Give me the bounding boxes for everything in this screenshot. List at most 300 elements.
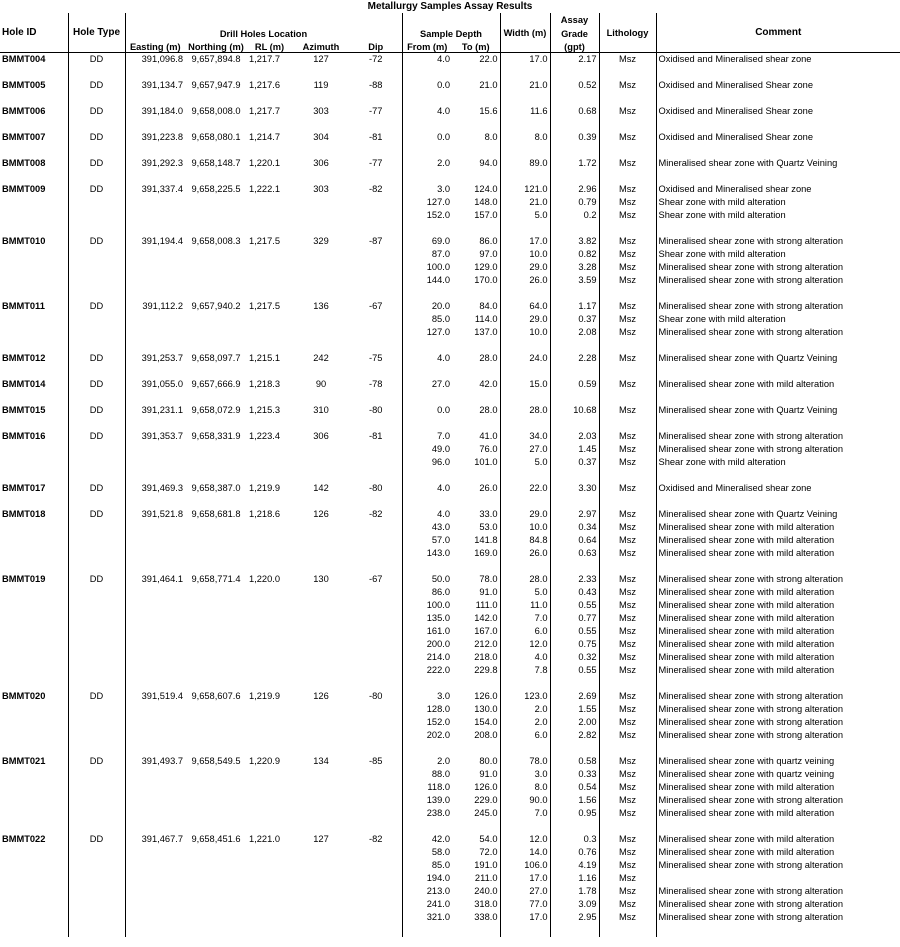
table-row — [0, 274, 900, 287]
width-cell: 123.0 — [500, 690, 550, 703]
row-spacer — [0, 820, 900, 833]
rl-cell — [247, 872, 292, 885]
to-cell: 318.0 — [474, 899, 498, 909]
hole-type-cell — [68, 456, 125, 469]
header-azimuth: Azimuth — [292, 41, 350, 53]
comment-cell: Mineralised shear zone with strong alteration — [656, 716, 900, 729]
lithology-cell: Msz — [599, 404, 656, 417]
easting-cell: 391,469.3 — [125, 482, 185, 495]
to-cell: 142.0 — [474, 613, 498, 623]
header-dip: Dip — [350, 41, 402, 53]
hole-type-cell: DD — [68, 573, 125, 586]
easting-cell: 391,493.7 — [125, 755, 185, 768]
easting-cell: 391,096.8 — [125, 53, 185, 67]
hole-type-cell — [68, 846, 125, 859]
from-cell: 4.0 — [402, 105, 452, 118]
grade-cell: 0.68 — [550, 105, 599, 118]
grade-cell: 1.17 — [550, 300, 599, 313]
hole-id-cell — [0, 196, 68, 209]
lithology-cell: Msz — [599, 157, 656, 170]
table-row — [0, 898, 900, 911]
header-assay-line1: Assay — [550, 13, 599, 27]
from-cell: 3.0 — [402, 690, 452, 703]
grade-cell: 0.55 — [550, 664, 599, 677]
width-cell: 2.0 — [500, 716, 550, 729]
comment-cell: Mineralised shear zone with strong alteration — [656, 443, 900, 456]
dip-cell: -77 — [369, 106, 383, 116]
width-cell: 84.8 — [500, 534, 550, 547]
dip-cell — [350, 326, 402, 339]
grade-cell: 0.37 — [550, 313, 599, 326]
comment-cell: Mineralised shear zone with strong alteration — [656, 794, 900, 807]
table-row — [0, 313, 900, 326]
row-spacer — [0, 495, 900, 508]
to-cell: 15.6 — [479, 106, 498, 116]
azimuth-cell — [292, 885, 350, 898]
dip-cell: -67 — [369, 574, 383, 584]
hole-id-cell: BMMT015 — [2, 405, 46, 415]
azimuth-cell: 130 — [313, 574, 329, 584]
to-cell: 154.0 — [474, 717, 498, 727]
table-row — [0, 638, 900, 651]
grade-cell: 2.33 — [550, 573, 599, 586]
northing-cell — [185, 443, 247, 456]
northing-cell — [185, 456, 247, 469]
lithology-cell: Msz — [599, 703, 656, 716]
header-assay-line3: (gpt) — [550, 41, 599, 53]
comment-cell: Mineralised shear zone with strong alteration — [656, 573, 900, 586]
comment-cell: Mineralised shear zone with strong alteration — [656, 235, 900, 248]
width-cell: 10.0 — [500, 326, 550, 339]
to-cell: 218.0 — [474, 652, 498, 662]
width-cell: 28.0 — [500, 404, 550, 417]
hole-type-cell — [68, 274, 125, 287]
azimuth-cell: 119 — [313, 80, 329, 90]
comment-cell: Shear zone with mild alteration — [656, 209, 900, 222]
hole-type-cell: DD — [68, 755, 125, 768]
dip-cell: -82 — [369, 834, 383, 844]
to-cell: 245.0 — [474, 808, 498, 818]
lithology-cell: Msz — [599, 599, 656, 612]
to-cell: 33.0 — [479, 509, 498, 519]
table-row — [0, 248, 900, 261]
lithology-cell: Msz — [599, 794, 656, 807]
row-spacer — [0, 66, 900, 79]
northing-cell: 9,658,451.6 — [191, 834, 241, 844]
hole-type-cell — [68, 794, 125, 807]
grade-cell: 2.95 — [550, 911, 599, 924]
easting-cell — [125, 326, 185, 339]
to-cell: 211.0 — [474, 873, 498, 883]
easting-cell — [125, 274, 185, 287]
hole-id-cell — [0, 729, 68, 742]
northing-cell: 9,658,008.0 — [191, 106, 241, 116]
easting-cell — [125, 664, 185, 677]
to-cell: 170.0 — [474, 275, 498, 285]
hole-type-cell — [68, 586, 125, 599]
from-cell: 214.0 — [402, 651, 452, 664]
width-cell: 12.0 — [500, 638, 550, 651]
dip-cell: -85 — [369, 756, 383, 766]
comment-cell: Mineralised shear zone with strong alteration — [656, 911, 900, 924]
northing-cell — [185, 846, 247, 859]
azimuth-cell — [292, 248, 350, 261]
width-cell: 8.0 — [500, 131, 550, 144]
grade-cell: 0.43 — [550, 586, 599, 599]
hole-id-cell: BMMT014 — [2, 379, 46, 389]
northing-cell: 9,658,549.5 — [191, 756, 241, 766]
comment-cell: Mineralised shear zone with Quartz Veining — [656, 508, 900, 521]
table-row — [0, 690, 900, 703]
to-cell: 84.0 — [479, 301, 498, 311]
width-cell: 28.0 — [500, 573, 550, 586]
to-cell: 101.0 — [474, 457, 498, 467]
hole-type-cell — [68, 651, 125, 664]
table-row — [0, 53, 900, 67]
easting-cell — [125, 716, 185, 729]
lithology-cell: Msz — [599, 872, 656, 885]
grade-cell: 0.2 — [550, 209, 599, 222]
azimuth-cell — [292, 586, 350, 599]
northing-cell — [185, 599, 247, 612]
header-lithology: Lithology — [599, 13, 656, 53]
rl-cell — [247, 612, 292, 625]
page-title: Metallurgy Samples Assay Results — [367, 1, 533, 12]
northing-cell: 9,658,681.8 — [191, 509, 241, 519]
lithology-cell: Msz — [599, 781, 656, 794]
lithology-cell: Msz — [599, 807, 656, 820]
northing-cell — [185, 807, 247, 820]
rl-cell: 1,219.9 — [249, 691, 281, 701]
azimuth-cell — [292, 898, 350, 911]
easting-cell — [125, 547, 185, 560]
to-cell: 130.0 — [474, 704, 498, 714]
azimuth-cell — [292, 326, 350, 339]
hole-type-cell — [68, 248, 125, 261]
easting-cell — [125, 794, 185, 807]
dip-cell: -72 — [369, 54, 383, 64]
hole-type-cell: DD — [68, 482, 125, 495]
hole-type-cell — [68, 547, 125, 560]
comment-cell: Oxidised and Mineralised shear zone — [656, 183, 900, 196]
northing-cell — [185, 898, 247, 911]
dip-cell — [350, 846, 402, 859]
width-cell: 29.0 — [500, 313, 550, 326]
width-cell: 27.0 — [500, 443, 550, 456]
width-cell: 4.0 — [500, 651, 550, 664]
northing-cell — [185, 248, 247, 261]
easting-cell: 391,467.7 — [125, 833, 185, 846]
width-cell: 7.0 — [500, 612, 550, 625]
hole-id-cell — [0, 443, 68, 456]
easting-cell: 391,464.1 — [125, 573, 185, 586]
width-cell: 2.0 — [500, 703, 550, 716]
lithology-cell: Msz — [599, 378, 656, 391]
azimuth-cell — [292, 703, 350, 716]
table-row — [0, 183, 900, 196]
northing-cell — [185, 703, 247, 716]
comment-cell: Oxidised and Mineralised Shear zone — [656, 105, 900, 118]
comment-cell: Mineralised shear zone with strong alteration — [656, 885, 900, 898]
dip-cell — [350, 443, 402, 456]
dip-cell: -81 — [369, 132, 383, 142]
hole-id-cell: BMMT020 — [2, 691, 46, 701]
hole-id-cell — [0, 768, 68, 781]
width-cell: 5.0 — [500, 586, 550, 599]
hole-id-cell — [0, 911, 68, 924]
hole-type-cell — [68, 599, 125, 612]
grade-cell: 1.72 — [550, 157, 599, 170]
comment-cell: Mineralised shear zone with strong alteration — [656, 898, 900, 911]
comment-cell: Mineralised shear zone with strong alteration — [656, 703, 900, 716]
hole-type-cell — [68, 534, 125, 547]
to-cell: 53.0 — [479, 522, 498, 532]
row-spacer — [0, 144, 900, 157]
from-cell: 2.0 — [402, 157, 452, 170]
table-row — [0, 781, 900, 794]
hole-id-cell — [0, 794, 68, 807]
northing-cell: 9,658,771.4 — [191, 574, 241, 584]
to-cell: 86.0 — [479, 236, 498, 246]
table-row — [0, 430, 900, 443]
table-row — [0, 716, 900, 729]
lithology-cell: Msz — [599, 235, 656, 248]
table-row — [0, 846, 900, 859]
hole-id-cell: BMMT008 — [2, 158, 46, 168]
grade-cell: 0.58 — [550, 755, 599, 768]
easting-cell — [125, 651, 185, 664]
from-cell: 238.0 — [402, 807, 452, 820]
lithology-cell: Msz — [599, 898, 656, 911]
to-cell: 212.0 — [474, 639, 498, 649]
rl-cell: 1,220.0 — [249, 574, 281, 584]
northing-cell: 9,658,607.6 — [191, 691, 241, 701]
table-row — [0, 404, 900, 417]
table-row — [0, 885, 900, 898]
rl-cell: 1,223.4 — [249, 431, 281, 441]
northing-cell: 9,657,947.9 — [191, 80, 241, 90]
row-spacer — [0, 365, 900, 378]
hole-id-cell: BMMT019 — [2, 574, 46, 584]
hole-type-cell — [68, 521, 125, 534]
dip-cell — [350, 625, 402, 638]
azimuth-cell: 134 — [313, 756, 329, 766]
dip-cell — [350, 872, 402, 885]
hole-id-cell — [0, 872, 68, 885]
lithology-cell: Msz — [599, 248, 656, 261]
to-cell: 72.0 — [479, 847, 498, 857]
easting-cell: 391,184.0 — [125, 105, 185, 118]
azimuth-cell — [292, 274, 350, 287]
hole-type-cell — [68, 885, 125, 898]
northing-cell — [185, 326, 247, 339]
hole-type-cell: DD — [68, 352, 125, 365]
azimuth-cell: 90 — [315, 379, 327, 389]
width-cell: 6.0 — [500, 625, 550, 638]
rl-cell — [247, 326, 292, 339]
hole-type-cell — [68, 209, 125, 222]
grade-cell: 0.34 — [550, 521, 599, 534]
header-sample-depth: Sample Depth — [402, 27, 500, 41]
dip-cell — [350, 716, 402, 729]
grade-cell: 2.08 — [550, 326, 599, 339]
grade-cell: 3.59 — [550, 274, 599, 287]
easting-cell: 391,223.8 — [125, 131, 185, 144]
table-row — [0, 859, 900, 872]
easting-cell: 391,337.4 — [125, 183, 185, 196]
easting-cell: 391,292.3 — [125, 157, 185, 170]
dip-cell: -75 — [369, 353, 383, 363]
hole-type-cell — [68, 768, 125, 781]
width-cell: 90.0 — [500, 794, 550, 807]
hole-id-cell: BMMT009 — [2, 184, 46, 194]
hole-type-cell — [68, 781, 125, 794]
hole-type-cell — [68, 664, 125, 677]
grade-cell: 0.59 — [550, 378, 599, 391]
hole-id-cell: BMMT007 — [2, 132, 46, 142]
northing-cell: 9,657,666.9 — [191, 379, 241, 389]
comment-cell: Mineralised shear zone with strong alteration — [656, 729, 900, 742]
northing-cell — [185, 261, 247, 274]
lithology-cell: Msz — [599, 833, 656, 846]
grade-cell: 0.75 — [550, 638, 599, 651]
azimuth-cell — [292, 859, 350, 872]
to-cell: 157.0 — [474, 210, 498, 220]
assay-results-table — [0, 13, 900, 937]
northing-cell: 9,658,097.7 — [191, 353, 241, 363]
azimuth-cell — [292, 456, 350, 469]
table-row — [0, 209, 900, 222]
hole-id-cell — [0, 846, 68, 859]
comment-cell: Mineralised shear zone with Quartz Veining — [656, 157, 900, 170]
from-cell: 128.0 — [402, 703, 452, 716]
easting-cell — [125, 248, 185, 261]
rl-cell — [247, 625, 292, 638]
rl-cell — [247, 248, 292, 261]
table-row — [0, 456, 900, 469]
rl-cell — [247, 729, 292, 742]
row-spacer — [0, 92, 900, 105]
rl-cell — [247, 196, 292, 209]
easting-cell — [125, 885, 185, 898]
to-cell: 191.0 — [474, 860, 498, 870]
easting-cell — [125, 872, 185, 885]
rl-cell — [247, 313, 292, 326]
dip-cell — [350, 261, 402, 274]
northing-cell — [185, 638, 247, 651]
comment-cell: Mineralised shear zone with mild alteration — [656, 781, 900, 794]
dip-cell — [350, 729, 402, 742]
width-cell: 12.0 — [500, 833, 550, 846]
comment-cell: Shear zone with mild alteration — [656, 248, 900, 261]
row-spacer — [0, 677, 900, 690]
row-spacer — [0, 339, 900, 352]
azimuth-cell — [292, 599, 350, 612]
dip-cell: -67 — [369, 301, 383, 311]
azimuth-cell — [292, 651, 350, 664]
dip-cell — [350, 599, 402, 612]
hole-id-cell — [0, 586, 68, 599]
rl-cell: 1,215.1 — [249, 353, 281, 363]
dip-cell: -80 — [369, 483, 383, 493]
grade-cell: 0.95 — [550, 807, 599, 820]
hole-type-cell — [68, 911, 125, 924]
to-cell: 126.0 — [474, 691, 498, 701]
northing-cell: 9,658,148.7 — [191, 158, 241, 168]
table-body — [0, 53, 900, 938]
from-cell: 200.0 — [402, 638, 452, 651]
rl-cell: 1,222.1 — [249, 184, 281, 194]
northing-cell — [185, 612, 247, 625]
grade-cell: 0.55 — [550, 599, 599, 612]
northing-cell: 9,658,008.3 — [191, 236, 241, 246]
to-cell: 91.0 — [479, 769, 498, 779]
azimuth-cell: 127 — [313, 54, 329, 64]
hole-type-cell — [68, 313, 125, 326]
comment-cell: Mineralised shear zone with mild alteration — [656, 846, 900, 859]
northing-cell — [185, 196, 247, 209]
lithology-cell: Msz — [599, 508, 656, 521]
azimuth-cell — [292, 313, 350, 326]
hole-id-cell — [0, 274, 68, 287]
easting-cell — [125, 196, 185, 209]
comment-cell: Mineralised shear zone with mild alteration — [656, 664, 900, 677]
width-cell: 106.0 — [500, 859, 550, 872]
width-cell: 11.6 — [500, 105, 550, 118]
table-row — [0, 508, 900, 521]
row-spacer — [0, 742, 900, 755]
lithology-cell: Msz — [599, 612, 656, 625]
dip-cell — [350, 313, 402, 326]
rl-cell — [247, 768, 292, 781]
width-cell: 29.0 — [500, 508, 550, 521]
hole-id-cell — [0, 534, 68, 547]
easting-cell — [125, 534, 185, 547]
lithology-cell: Msz — [599, 846, 656, 859]
grade-cell: 0.63 — [550, 547, 599, 560]
to-cell: 97.0 — [479, 249, 498, 259]
grade-cell: 0.33 — [550, 768, 599, 781]
grade-cell: 4.19 — [550, 859, 599, 872]
rl-cell — [247, 521, 292, 534]
from-cell: 27.0 — [402, 378, 452, 391]
northing-cell — [185, 716, 247, 729]
hole-id-cell: BMMT022 — [2, 834, 46, 844]
to-cell: 80.0 — [479, 756, 498, 766]
azimuth-cell — [292, 443, 350, 456]
width-cell: 27.0 — [500, 885, 550, 898]
width-cell: 17.0 — [500, 911, 550, 924]
from-cell: 4.0 — [402, 53, 452, 67]
grade-cell: 1.56 — [550, 794, 599, 807]
width-cell: 29.0 — [500, 261, 550, 274]
table-row — [0, 521, 900, 534]
width-cell: 17.0 — [500, 235, 550, 248]
table-header — [0, 13, 900, 53]
comment-cell: Mineralised shear zone with strong alteration — [656, 300, 900, 313]
from-cell: 0.0 — [402, 131, 452, 144]
width-cell: 6.0 — [500, 729, 550, 742]
dip-cell: -78 — [369, 379, 383, 389]
row-spacer — [0, 469, 900, 482]
grade-cell: 2.03 — [550, 430, 599, 443]
grade-cell: 0.79 — [550, 196, 599, 209]
hole-id-cell — [0, 313, 68, 326]
rl-cell: 1,214.7 — [249, 132, 281, 142]
from-cell: 88.0 — [402, 768, 452, 781]
lithology-cell: Msz — [599, 183, 656, 196]
hole-type-cell: DD — [68, 378, 125, 391]
